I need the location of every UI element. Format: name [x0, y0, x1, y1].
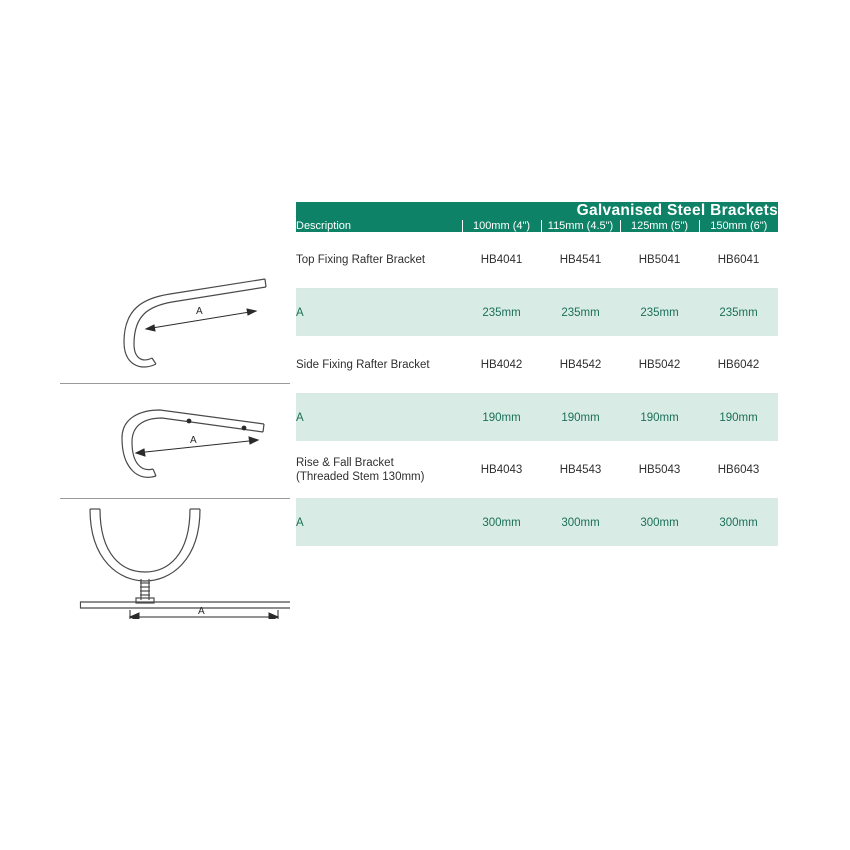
table-header-row [296, 220, 778, 232]
table-row [296, 337, 778, 394]
column-header-115mm: 115mm (4.5") [541, 220, 620, 232]
dimension-label-a: A [196, 306, 203, 317]
row-value-150mm: 190mm [699, 394, 778, 442]
row-value-115mm: HB4541 [541, 232, 620, 289]
row-value-100mm: 235mm [462, 289, 541, 337]
illustration-rise-and-fall-bracket [60, 498, 290, 617]
row-description-line1: Rise & Fall Bracket [296, 456, 394, 469]
row-value-115mm: 235mm [541, 289, 620, 337]
column-header-125mm: 125mm (5") [620, 220, 699, 232]
rise-and-fall-bracket-icon [60, 499, 290, 619]
table-title-row [296, 202, 778, 220]
row-value-100mm: HB4043 [462, 442, 541, 499]
row-description: Top Fixing Rafter Bracket [296, 232, 462, 289]
illustration-column [60, 268, 290, 618]
row-value-150mm: HB6042 [699, 337, 778, 394]
row-value-150mm: HB6041 [699, 232, 778, 289]
dimension-label-a: A [190, 435, 197, 446]
row-value-100mm: 300mm [462, 499, 541, 547]
galvanised-steel-brackets-table [296, 202, 778, 547]
row-description-line2: (Threaded Stem 130mm) [296, 471, 425, 483]
row-value-150mm: 300mm [699, 499, 778, 547]
fixing-hole-icon [187, 419, 192, 424]
row-value-125mm: HB5043 [620, 442, 699, 499]
row-value-100mm: HB4042 [462, 337, 541, 394]
illustration-side-fixing-rafter-bracket [60, 383, 290, 498]
row-value-125mm: 300mm [620, 499, 699, 547]
row-value-150mm: 235mm [699, 289, 778, 337]
row-value-115mm: HB4543 [541, 442, 620, 499]
row-value-125mm: HB5041 [620, 232, 699, 289]
table-title: Galvanised Steel Brackets [296, 202, 778, 220]
row-value-100mm: 190mm [462, 394, 541, 442]
table-row [296, 289, 778, 337]
column-header-150mm: 150mm (6") [699, 220, 778, 232]
row-description: A [296, 394, 462, 442]
row-value-115mm: 300mm [541, 499, 620, 547]
row-value-150mm: HB6043 [699, 442, 778, 499]
side-fixing-rafter-bracket-icon [60, 384, 290, 499]
top-fixing-rafter-bracket-icon [60, 268, 290, 383]
row-description [296, 442, 462, 499]
row-value-115mm: HB4542 [541, 337, 620, 394]
table-row [296, 442, 778, 499]
table-row [296, 499, 778, 547]
column-header-description: Description [296, 220, 462, 232]
row-value-115mm: 190mm [541, 394, 620, 442]
row-description: Side Fixing Rafter Bracket [296, 337, 462, 394]
table-row [296, 232, 778, 289]
row-description: A [296, 499, 462, 547]
row-value-125mm: HB5042 [620, 337, 699, 394]
table-row [296, 394, 778, 442]
fixing-hole-icon [242, 426, 247, 431]
dimension-label-a: A [198, 606, 205, 617]
column-header-100mm: 100mm (4") [462, 220, 541, 232]
row-value-125mm: 235mm [620, 289, 699, 337]
illustration-top-fixing-rafter-bracket [60, 268, 290, 383]
row-value-125mm: 190mm [620, 394, 699, 442]
row-value-100mm: HB4041 [462, 232, 541, 289]
row-description: A [296, 289, 462, 337]
